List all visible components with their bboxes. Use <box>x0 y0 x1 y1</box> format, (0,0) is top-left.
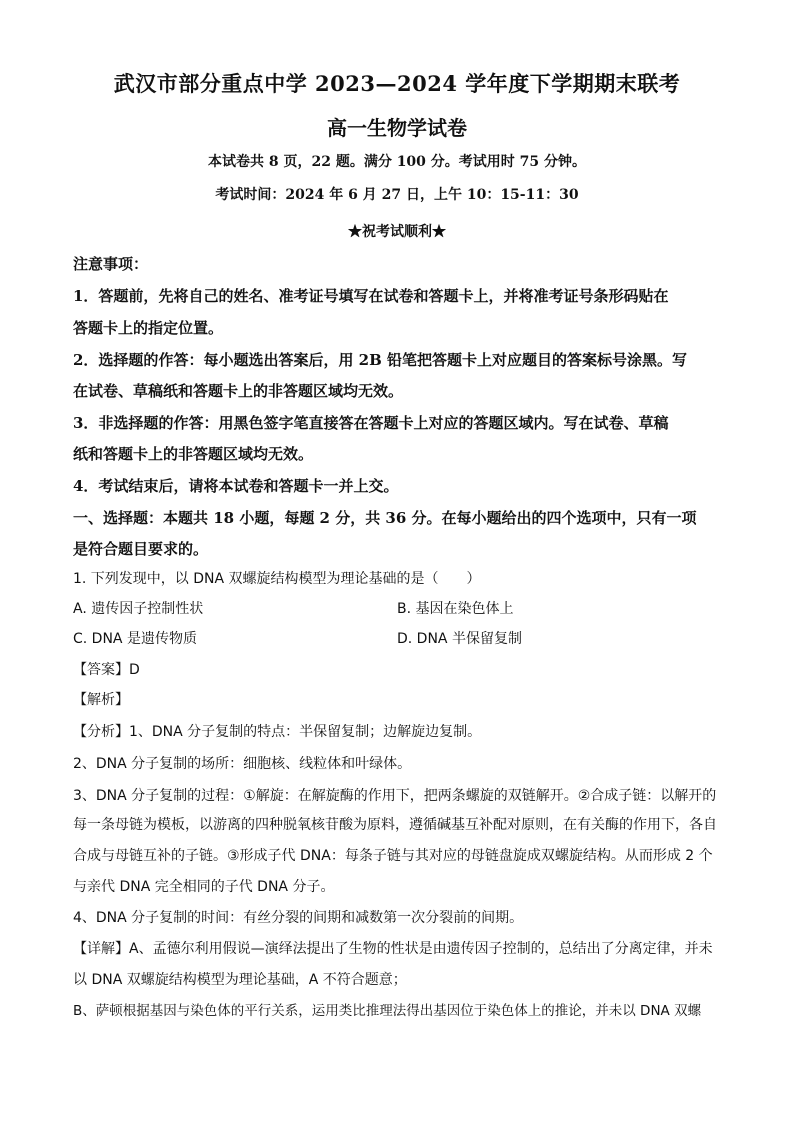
answer-value: D <box>129 662 140 678</box>
analysis-line: 合成与母链互补的子链。③形成子代 DNA：每条子链与其对应的母链盘旋成双螺旋结构。从而形成 2 个 <box>73 848 713 864</box>
blessing-line: ★祝考试顺利★ <box>348 224 446 240</box>
analysis-line: 【分析】1、DNA 分子复制的特点：半保留复制；边解旋边复制。 <box>73 724 482 740</box>
option-a: A. 遗传因子控制性状 <box>73 601 204 617</box>
notice-heading: 注意事项： <box>73 255 149 273</box>
notice-line: 在试卷、草稿纸和答题卡上的非答题区域均无效。 <box>73 382 404 400</box>
answer-tag: 【答案】 <box>73 662 129 678</box>
analysis-line: 4、DNA 分子复制的时间：有丝分裂的间期和减数第一次分裂前的间期。 <box>73 910 524 926</box>
section-heading-cont: 是符合题目要求的。 <box>73 540 209 558</box>
analysis-line: 【详解】A、孟德尔利用假说—演绎法提出了生物的性状是由遗传因子控制的，总结出了分离定律，并未 <box>73 941 713 957</box>
exam-info-time: 考试时间：2024 年 6 月 27 日，上午 10：15-11：30 <box>215 187 579 203</box>
answer-line <box>73 660 723 680</box>
analysis-tag: 【解析】 <box>73 692 129 708</box>
option-d: D. DNA 半保留复制 <box>397 631 522 647</box>
analysis-line: B、萨顿根据基因与染色体的平行关系，运用类比推理法得出基因位于染色体上的推论，并未以 DNA 双螺 <box>73 1003 702 1019</box>
notice-line: 答题卡上的指定位置。 <box>73 319 224 337</box>
option-c: C. DNA 是遗传物质 <box>73 631 197 647</box>
analysis-line: 3、DNA 分子复制的过程：①解旋：在解旋酶的作用下，把两条螺旋的双链解开。②合成子链：以解开的 <box>73 788 717 804</box>
analysis-line: 与亲代 DNA 完全相同的子代 DNA 分子。 <box>73 879 335 895</box>
notice-line: 纸和答题卡上的非答题区域均无效。 <box>73 445 314 463</box>
question-stem: 1. 下列发现中，以 DNA 双螺旋结构模型为理论基础的是（ ） <box>73 571 481 587</box>
page-subtitle: 高一生物学试卷 <box>327 116 467 140</box>
notice-line: 1．答题前，先将自己的姓名、准考证号填写在试卷和答题卡上，并将准考证号条形码贴在 <box>73 287 669 305</box>
option-b: B. 基因在染色体上 <box>397 601 514 617</box>
analysis-line: 以 DNA 双螺旋结构模型为理论基础，A 不符合题意； <box>73 972 407 988</box>
notice-line: 3．非选择题的作答：用黑色签字笔直接答在答题卡上对应的答题区域内。写在试卷、草稿 <box>73 414 669 432</box>
analysis-line: 2、DNA 分子复制的场所：细胞核、线粒体和叶绿体。 <box>73 756 412 772</box>
notice-line: 2．选择题的作答：每小题选出答案后，用 2B 铅笔把答题卡上对应题目的答案标号涂黑。写 <box>73 351 688 369</box>
notice-line: 4．考试结束后，请将本试卷和答题卡一并上交。 <box>73 477 399 495</box>
exam-info-pages: 本试卷共 8 页，22 题。满分 100 分。考试用时 75 分钟。 <box>207 154 587 170</box>
section-heading: 一、选择题：本题共 18 小题，每题 2 分，共 36 分。在每小题给出的四个选项中，只有一项 <box>73 509 697 527</box>
analysis-line: 每一条母链为模板，以游离的四种脱氧核苷酸为原料，遵循碱基互补配对原则，在有关酶的作用下，各自 <box>73 817 717 833</box>
page-title: 武汉市部分重点中学 2023—2024 学年度下学期期末联考 <box>113 71 681 96</box>
